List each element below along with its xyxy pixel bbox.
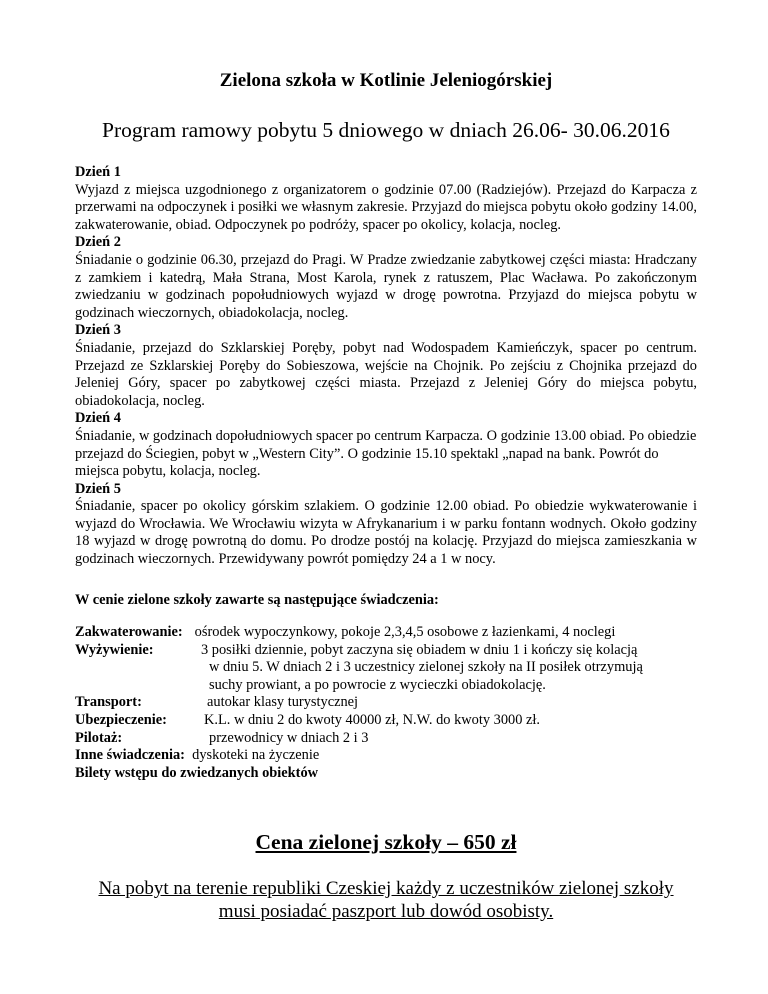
program-subtitle: Program ramowy pobytu 5 dniowego w dniach 26.06- 30.06.2016 <box>102 118 670 142</box>
day-5-text: Śniadanie, spacer po okolicy górskim szlakiem. O godzinie 12.00 obiad. Po obiedzie wykwaterowanie i wyjazd do Wrocławia. We Wrocławiu wizyta w Afrykanarium i w parku fontann wodnych. Około godziny 18 wyjazd w drogę powrotną do domu. Po drodze postój na kolację. Przyjazd do miejsca zamieszkania w godzinach wieczornych. Przewidywany powrót pomiędzy 24 a 1 w nocy. <box>75 498 697 568</box>
transport-label: Transport: <box>75 694 142 711</box>
day-3-heading: Dzień 3 <box>75 322 121 339</box>
transport-row <box>75 694 697 712</box>
day-1-heading: Dzień 1 <box>75 164 121 180</box>
meals-row-3 <box>75 677 697 695</box>
day-3-text: Śniadanie, przejazd do Szklarskiej Poręby, pobyt nad Wodospadem Kamieńczyk, spacer po centrum. Przejazd ze Szklarskiej Poręby do Sobieszowa, wejście na Chojnik. Po zejściu z Chojnika przejazd do Jeleniej Góry, spacer po zabytkowej części miasta. Przejazd z Jeleniej Góry do miejsca pobytu, obiadokolacja, nocleg. <box>75 339 697 409</box>
other-services-value: dyskoteki na życzenie <box>192 747 320 764</box>
pilot-label: Pilotaż: <box>75 729 123 746</box>
meals-line-2: w dniu 5. W dniach 2 i 3 uczestnicy zielonej szkoły na II posiłek otrzymują <box>209 659 643 676</box>
document-title: Zielona szkoła w Kotlinie Jeleniogórskiej <box>219 70 553 91</box>
transport-value: autokar klasy turystycznej <box>207 694 359 711</box>
meals-line-1: 3 posiłki dziennie, pobyt zaczyna się obiadem w dniu 1 i kończy się kolacją <box>201 641 638 658</box>
accommodation-label: Zakwaterowanie: <box>75 624 183 640</box>
meals-row-2 <box>75 659 697 677</box>
insurance-row <box>75 712 697 730</box>
accommodation-value: ośrodek wypoczynkowy, pokoje 2,3,4,5 osobowe z łazienkami, 4 noclegi <box>194 624 616 640</box>
day-1-text: Wyjazd z miejsca uzgodnionego z organizatorem o godzinie 07.00 (Radziejów). Przejazd do Karpacza z przerwami na odpoczynek i posiłki we własnym zakresie. Przyjazd do miejsca pobytu około godziny 14.00, zakwaterowanie, obiad. Odpoczynek po podróży, spacer po okolicy, kolacja, nocleg. <box>75 181 697 233</box>
accommodation-row <box>75 624 697 642</box>
day-5-heading: Dzień 5 <box>75 480 121 497</box>
other-services-row <box>75 747 697 765</box>
pilot-row <box>75 730 697 748</box>
day-schedule <box>75 164 697 569</box>
day-4-text: Śniadanie, w godzinach dopołudniowych spacer po centrum Karpacza. O godzinie 13.00 obiad. Po obiedzie przejazd do Ściegien, pobyt w „Western City”. O godzinie 15.10 spektakl „napad na bank. Powrót do miejsca pobytu, kolacja, nocleg. <box>75 427 697 480</box>
meals-line-3: suchy prowiant, a po powrocie z wycieczki obiadokolację. <box>209 676 546 693</box>
passport-notice: Na pobyt na terenie republiki Czeskiej każdy z uczestników zielonej szkoły musi posiadać paszport lub dowód osobisty. <box>98 878 674 922</box>
day-3 <box>75 322 697 410</box>
meals-row <box>75 642 697 660</box>
day-4-heading: Dzień 4 <box>75 410 121 427</box>
day-2-text: Śniadanie o godzinie 06.30, przejazd do Pragi. W Pradze zwiedzanie zabytkowej części miasta: Hradczany z zamkiem i katedrą, Mała Strana, Most Karola, rynek z ratuszem, Plac Wacława. Po zakończonym zwiedzaniu w godzinach popołudniowych wyjazd w drogę powrotna. Przyjazd do miejsca pobytu w godzinach wieczornych, obiadokolacja, nocleg. <box>75 251 697 321</box>
day-1 <box>75 164 697 234</box>
day-2-heading: Dzień 2 <box>75 234 121 251</box>
meals-label: Wyżywienie: <box>75 641 154 658</box>
pilot-value: przewodnicy w dniach 2 i 3 <box>209 729 369 746</box>
included-services-heading: W cenie zielone szkoły zawarte są następujące świadczenia: <box>75 592 439 608</box>
day-4 <box>75 410 697 480</box>
included-services-list <box>75 624 697 782</box>
insurance-value: K.L. w dniu 2 do kwoty 40000 zł, N.W. do kwoty 3000 zł. <box>204 711 541 728</box>
other-services-label: Inne świadczenia: <box>75 747 185 764</box>
insurance-label: Ubezpieczenie: <box>75 711 167 728</box>
price-text: Cena zielonej szkoły – 650 zł <box>255 830 517 854</box>
price-heading <box>75 829 697 855</box>
day-2 <box>75 234 697 322</box>
day-5 <box>75 481 697 569</box>
tickets-row: Bilety wstępu do zwiedzanych obiektów <box>75 764 319 781</box>
